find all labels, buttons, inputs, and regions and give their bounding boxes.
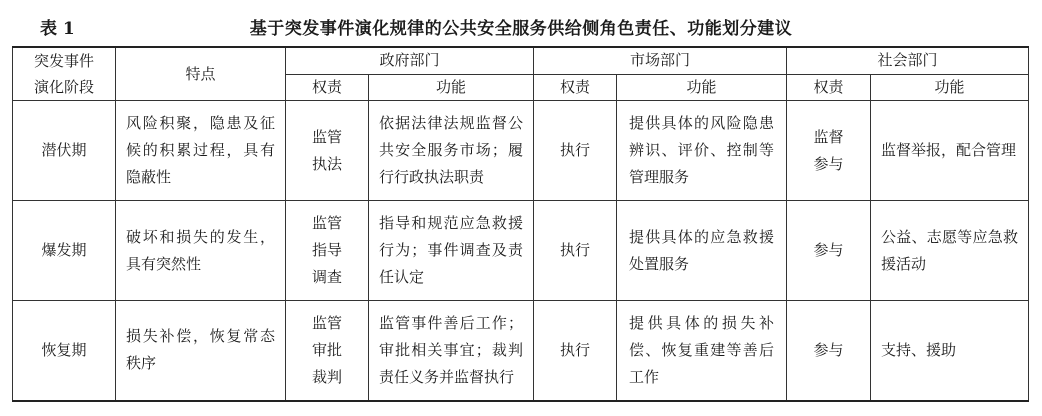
feature-header: 特点 bbox=[116, 47, 286, 101]
market-header: 市场部门 bbox=[534, 47, 787, 74]
society-function-header: 功能 bbox=[871, 74, 1029, 101]
gov-rights-cell: 监管 执法 bbox=[286, 101, 369, 201]
market-rights-header: 权责 bbox=[534, 74, 617, 101]
society-rights-cell: 参与 bbox=[787, 201, 871, 301]
responsibility-table bbox=[12, 46, 1029, 402]
feature-cell: 风险积聚，隐患及征候的积累过程，具有隐蔽性 bbox=[116, 101, 286, 201]
feature-cell: 破坏和损失的发生，具有突然性 bbox=[116, 201, 286, 301]
gov-rights-cell: 监管 指导 调查 bbox=[286, 201, 369, 301]
stage-header-line1: 突发事件 bbox=[33, 52, 94, 70]
stage-cell: 潜伏期 bbox=[13, 101, 116, 201]
gov-rights-header: 权责 bbox=[286, 74, 369, 101]
table-number: 表 1 bbox=[40, 19, 75, 39]
society-rights-header: 权责 bbox=[787, 74, 871, 101]
feature-cell: 损失补偿，恢复常态秩序 bbox=[116, 301, 286, 401]
society-rights-cell: 参与 bbox=[787, 301, 871, 401]
society-function-cell: 支持、援助 bbox=[871, 301, 1029, 401]
stage-header bbox=[13, 47, 116, 101]
market-function-cell: 提供具体的应急救援处置服务 bbox=[617, 201, 787, 301]
market-function-cell: 提供具体的风险隐患辨识、评价、控制等管理服务 bbox=[617, 101, 787, 201]
table-title: 基于突发事件演化规律的公共安全服务供给侧角色责任、功能划分建议 bbox=[249, 19, 793, 39]
gov-function-cell: 依据法律法规监督公共安全服务市场；履行行政执法职责 bbox=[369, 101, 534, 201]
gov-function-cell: 指导和规范应急救援行为；事件调查及责任认定 bbox=[369, 201, 534, 301]
table-row bbox=[13, 201, 1029, 301]
stage-header-line2: 演化阶段 bbox=[33, 78, 94, 96]
society-rights-cell: 监督 参与 bbox=[787, 101, 871, 201]
market-function-header: 功能 bbox=[617, 74, 787, 101]
stage-cell: 恢复期 bbox=[13, 301, 116, 401]
table-row bbox=[13, 101, 1029, 201]
gov-rights-cell: 监管 审批 裁判 bbox=[286, 301, 369, 401]
market-rights-cell: 执行 bbox=[534, 301, 617, 401]
gov-function-cell: 监管事件善后工作；审批相关事宜；裁判责任义务并监督执行 bbox=[369, 301, 534, 401]
society-function-cell: 监督举报，配合管理 bbox=[871, 101, 1029, 201]
society-function-cell: 公益、志愿等应急救援活动 bbox=[871, 201, 1029, 301]
market-rights-cell: 执行 bbox=[534, 101, 617, 201]
header-row-1 bbox=[13, 47, 1029, 74]
government-header: 政府部门 bbox=[286, 47, 534, 74]
table-caption bbox=[0, 8, 1042, 38]
market-rights-cell: 执行 bbox=[534, 201, 617, 301]
society-header: 社会部门 bbox=[787, 47, 1029, 74]
table-row bbox=[13, 301, 1029, 401]
gov-function-header: 功能 bbox=[369, 74, 534, 101]
stage-cell: 爆发期 bbox=[13, 201, 116, 301]
market-function-cell: 提供具体的损失补偿、恢复重建等善后工作 bbox=[617, 301, 787, 401]
